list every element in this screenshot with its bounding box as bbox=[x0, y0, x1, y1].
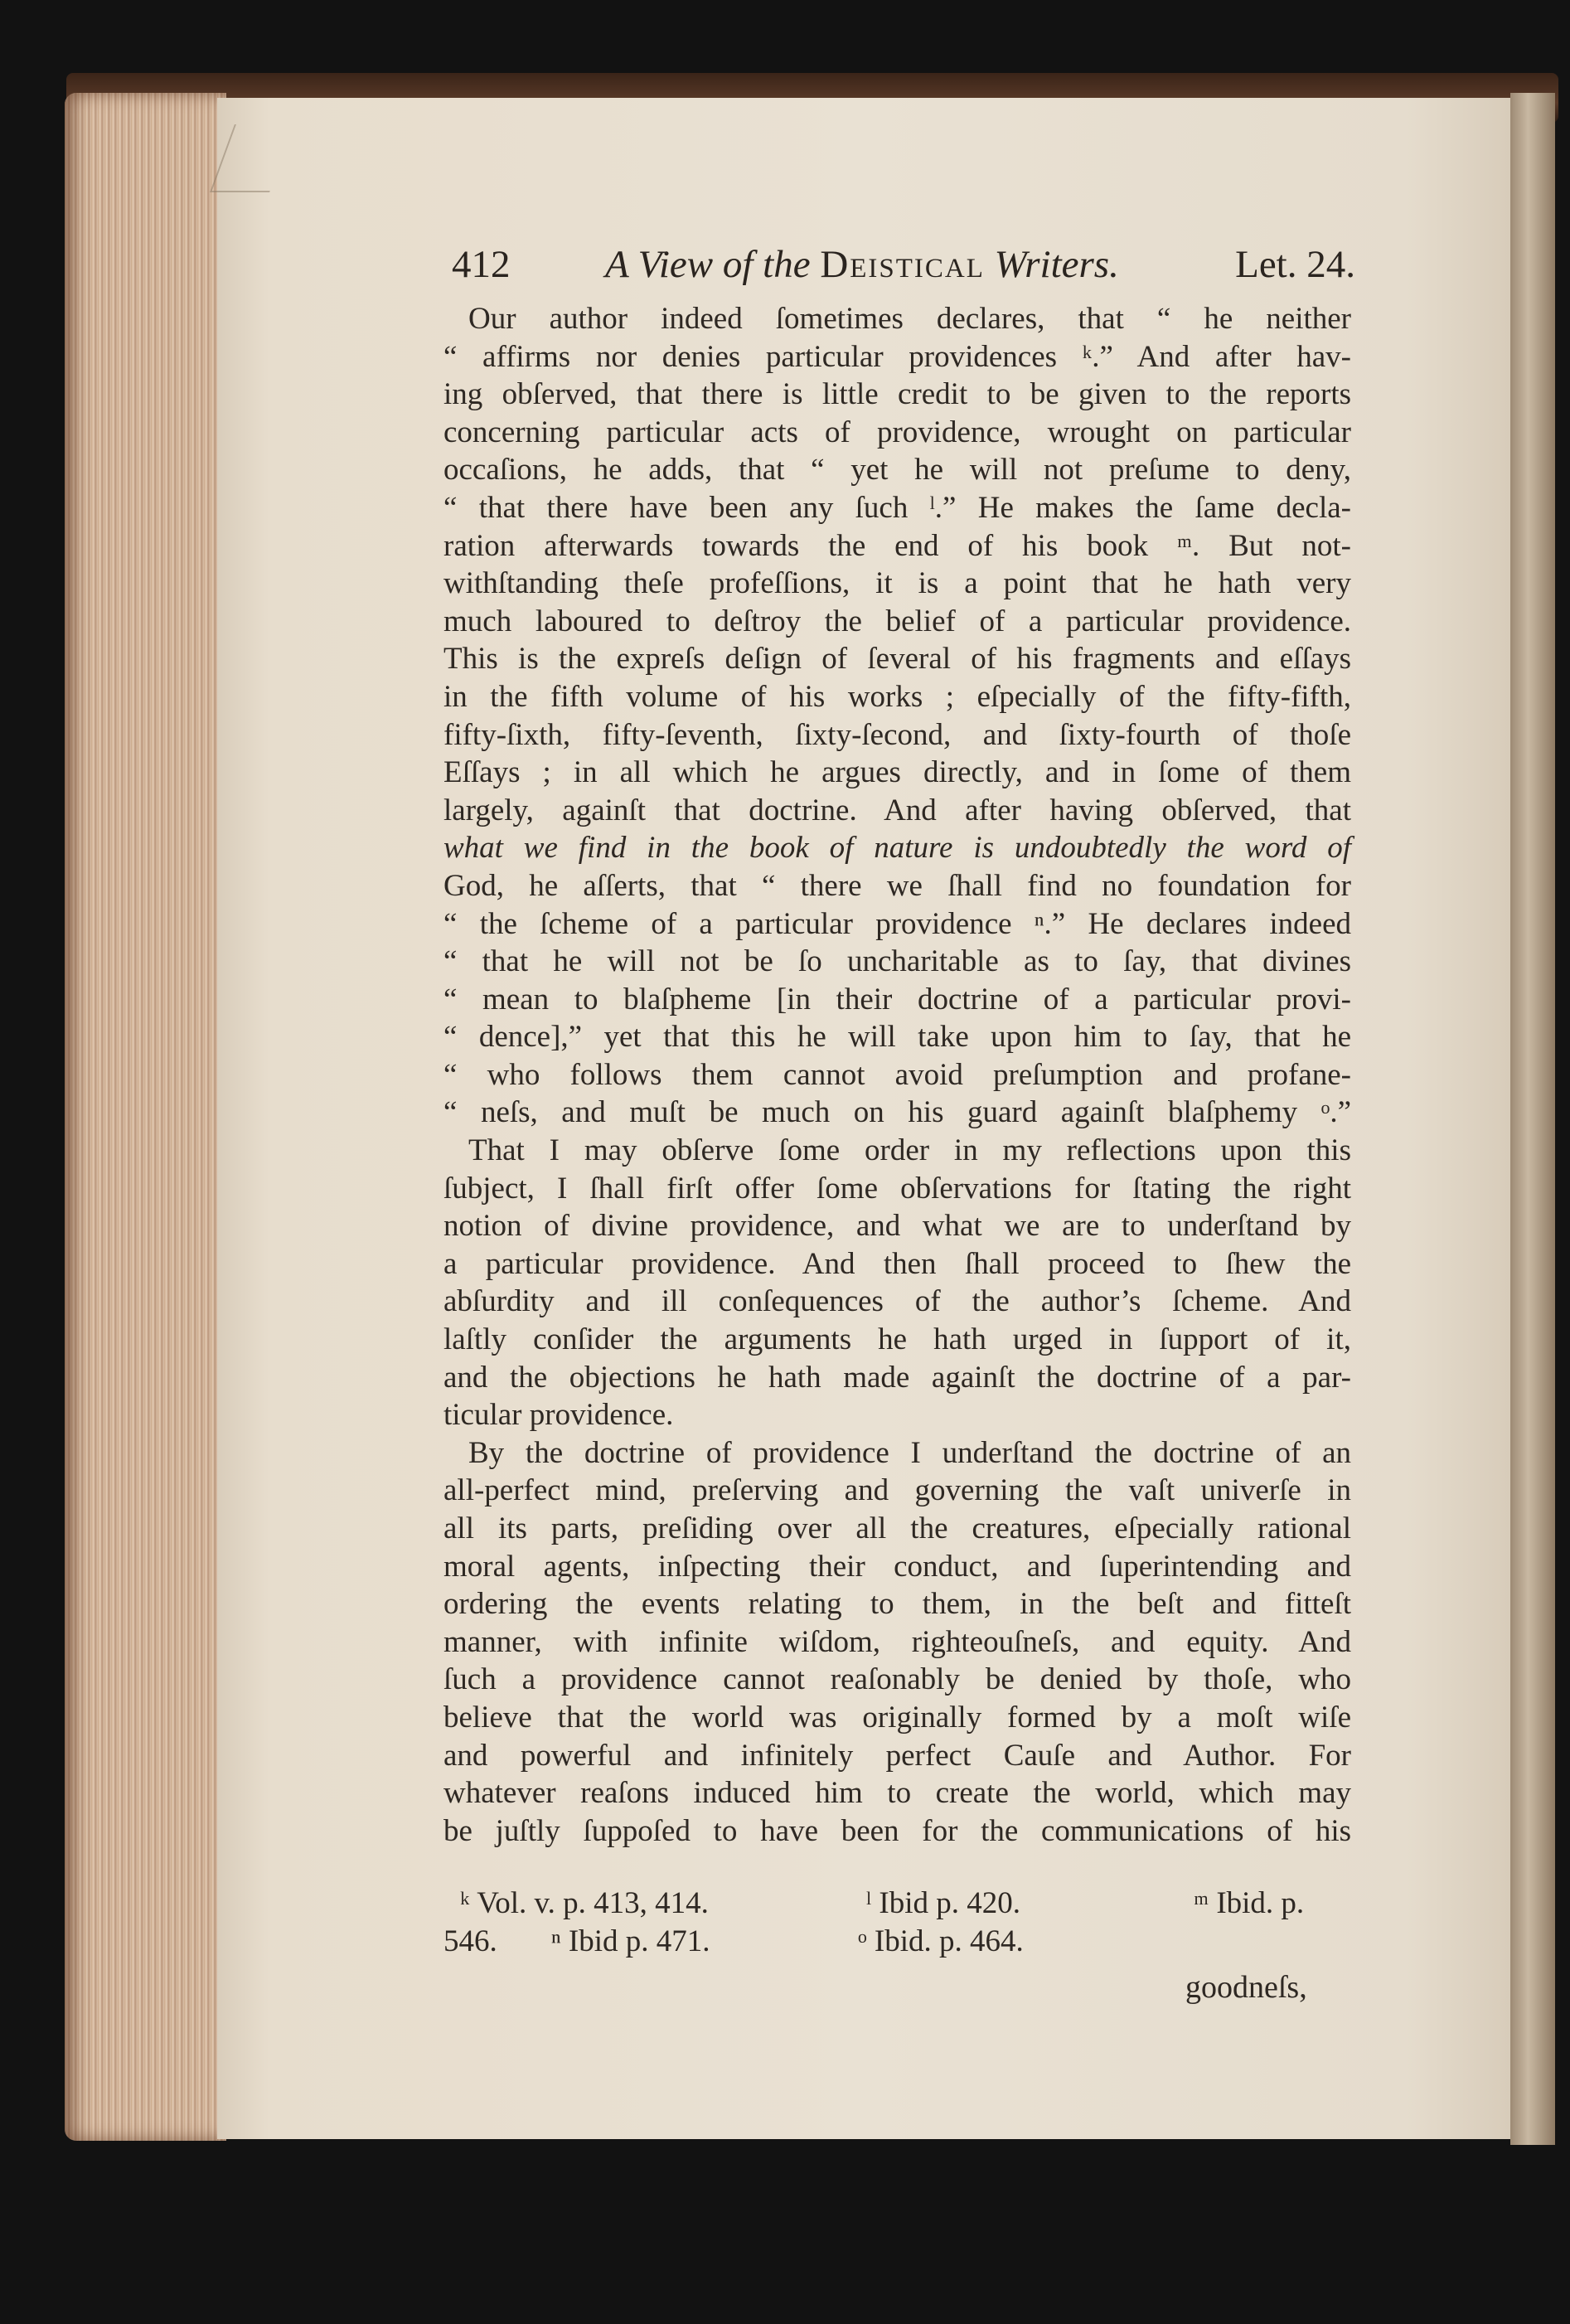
title-small-caps: Deistical bbox=[820, 243, 985, 286]
text-line: “ affirms nor denies particular providences ᵏ.” And after hav- bbox=[443, 339, 1351, 374]
footnotes bbox=[443, 1885, 1351, 1961]
text-line: withſtanding theſe profeſſions, it is a point that he hath very bbox=[443, 566, 1351, 601]
text-line: ſuch a providence cannot reaſonably be denied by thoſe, who bbox=[443, 1662, 1351, 1697]
footnote-k: ᵏ Vol. v. p. 413, 414. bbox=[460, 1886, 709, 1920]
letter-number: Let. 24. bbox=[1235, 243, 1355, 286]
text-line: manner, with infinite wiſdom, righteouſneſs, and equity. And bbox=[443, 1624, 1351, 1659]
text-line: notion of divine providence, and what we are to underſtand by bbox=[443, 1209, 1351, 1244]
footnote-m: ᵐ Ibid. p. bbox=[1194, 1886, 1305, 1920]
text-line: in the fifth volume of his works ; eſpecially of the fifty-fifth, bbox=[443, 679, 1351, 714]
text-line: This is the expreſs deſign of ſeveral of his fragments and eſſays bbox=[443, 642, 1351, 677]
text-line: “ mean to blaſpheme [in their doctrine of a particular provi- bbox=[443, 982, 1351, 1016]
title-italic-1: A View of the bbox=[605, 243, 811, 286]
text-line: moral agents, inſpecting their conduct, and ſuperintending and bbox=[443, 1549, 1351, 1584]
footnote-n: ⁿ Ibid p. 471. bbox=[551, 1924, 710, 1958]
text-line: laſtly conſider the arguments he hath urged in ſupport of it, bbox=[443, 1322, 1351, 1357]
text-line: ſubject, I ſhall firſt offer ſome obſervations for ſtating the right bbox=[443, 1171, 1351, 1206]
text-line: and powerful and infinitely perfect Cauſe and Author. For bbox=[443, 1738, 1351, 1773]
footnote-row bbox=[443, 1885, 1351, 1923]
text-line: occaſions, he adds, that “ yet he will not preſume to deny, bbox=[443, 453, 1351, 488]
text-line: abſurdity and ill conſequences of the author’s ſcheme. And bbox=[443, 1284, 1351, 1319]
text-line: “ who follows them cannot avoid preſumption and profane- bbox=[443, 1057, 1351, 1092]
running-title bbox=[605, 242, 1119, 287]
text-line: and the objections he hath made againſt the doctrine of a par- bbox=[443, 1360, 1351, 1395]
text-line: God, he aſſerts, that “ there we ſhall find no foundation for bbox=[443, 868, 1351, 903]
text-line: That I may obſerve ſome order in my reflections upon this bbox=[468, 1133, 1351, 1168]
text-line: ticular providence. bbox=[443, 1398, 674, 1433]
footnote-m-cont: 546. bbox=[443, 1924, 497, 1958]
text-line: fifty-ſixth, fifty-ſeventh, ſixty-ſecond, and ſixty-fourth of thoſe bbox=[443, 717, 1351, 752]
text-line: ordering the events relating to them, in the beſt and fitteſt bbox=[443, 1587, 1351, 1622]
text-line: concerning particular acts of providence, wrought on particular bbox=[443, 415, 1351, 449]
page-number: 412 bbox=[452, 243, 511, 286]
footnote-row bbox=[443, 1923, 1351, 1961]
text-line: believe that the world was originally formed by a moſt wiſe bbox=[443, 1700, 1351, 1735]
text-line: all its parts, preſiding over all the creatures, eſpecially rational bbox=[443, 1511, 1351, 1545]
text-line-italic: what we find in the book of nature is undoubtedly the word of bbox=[443, 831, 1351, 866]
body-text bbox=[443, 300, 1351, 1850]
running-head bbox=[452, 242, 1355, 292]
text-line: “ that he will not be ſo uncharitable as to ſay, that divines bbox=[443, 944, 1351, 979]
text-line: Our author indeed ſometimes declares, that “ he neither bbox=[468, 302, 1351, 336]
text-line: much laboured to deſtroy the belief of a particular providence. bbox=[443, 604, 1351, 638]
text-line: “ neſs, and muſt be much on his guard againſt blaſphemy ᵒ.” bbox=[443, 1095, 1351, 1130]
text-line: “ dence],” yet that this he will take upon him to ſay, that he bbox=[443, 1020, 1351, 1055]
catchword: goodneſs, bbox=[1185, 1970, 1307, 2005]
text-line: be juſtly ſuppoſed to have been for the communications of his bbox=[443, 1813, 1351, 1848]
text-line: ration afterwards towards the end of his book ᵐ. But not- bbox=[443, 528, 1351, 563]
footnote-l: ˡ Ibid p. 420. bbox=[866, 1886, 1020, 1920]
title-italic-2: Writers. bbox=[994, 243, 1119, 286]
book-gutter bbox=[1510, 93, 1555, 2145]
text-line: Eſſays ; in all which he argues directly, and in ſome of them bbox=[443, 755, 1351, 790]
text-line: largely, againſt that doctrine. And after having obſerved, that bbox=[443, 793, 1351, 827]
footnote-o: ᵒ Ibid. p. 464. bbox=[858, 1924, 1024, 1958]
text-line: By the doctrine of providence I underſtand the doctrine of an bbox=[468, 1435, 1351, 1470]
text-line: “ that there have been any ſuch ˡ.” He makes the ſame decla- bbox=[443, 490, 1351, 525]
text-line: “ the ſcheme of a particular providence ⁿ.” He declares indeed bbox=[443, 906, 1351, 941]
text-line: ing obſerved, that there is little credit to be given to the reports bbox=[443, 377, 1351, 412]
text-line: whatever reaſons induced him to create the world, which may bbox=[443, 1776, 1351, 1811]
page-edges bbox=[65, 93, 226, 2141]
text-line: a particular providence. And then ſhall proceed to ſhew the bbox=[443, 1246, 1351, 1281]
text-line: all-perfect mind, preſerving and governing the vaſt univerſe in bbox=[443, 1473, 1351, 1508]
